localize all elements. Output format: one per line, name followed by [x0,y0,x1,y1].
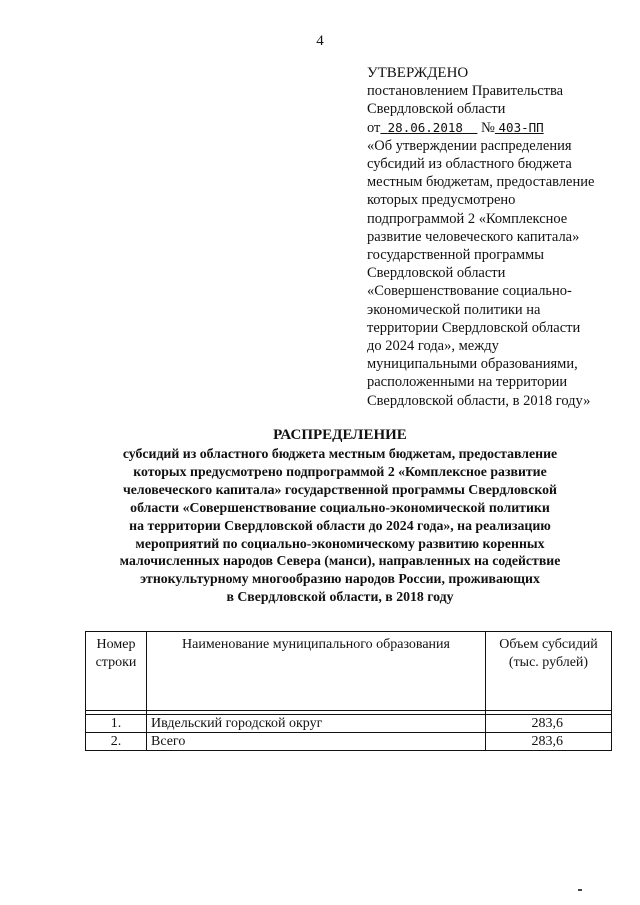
date-prefix: от [367,119,381,136]
row-municipality: Ивдельский городской округ [147,715,486,733]
decree-title-line: расположенными на территории [367,374,568,391]
row-number: 2. [86,733,147,751]
row-volume: 283,6 [486,733,612,751]
subheading-line: в Свердловской области, в 2018 году [226,589,454,605]
approval-block [367,64,632,410]
subheading-line: человеческого капитала» государственной программы Свердловской [123,481,557,497]
decree-title-line: развитие человеческого капитала» [367,228,580,245]
decree-title-line: государственной программы [367,247,544,264]
decree-title-line: Свердловской области, в 2018 году» [367,392,591,409]
decree-title-line: муниципальными образованиями, [367,356,578,373]
approval-title: УТВЕРЖДЕНО [367,65,469,81]
subheading-line: области «Совершенствование социально-экономической политики [130,499,550,515]
decree-title-line: «Об утверждении распределения [367,137,572,154]
decree-title-line: «Совершенствование социально- [367,283,572,300]
header-text: Номер [96,637,136,652]
subheading-line: которых предусмотрено подпрограммой 2 «Комплексное развитие [133,463,547,479]
subheading-line: на территории Свердловской области до 2024 года», на реализацию [129,517,551,533]
table-header-row [86,632,612,711]
decree-title-line: до 2024 года», между [367,338,499,355]
decree-title-line: которых предусмотрено [367,192,516,209]
number-label: № [481,119,495,136]
page-number: 4 [316,33,324,49]
header-row-number [86,632,147,711]
document-heading: РАСПРЕДЕЛЕНИЕ [273,427,407,443]
decree-date-line [367,119,632,137]
subheading-line: этнокультурному многообразию народов России, проживающих [140,571,540,587]
scan-mark [578,889,582,891]
decree-title-line: местным бюджетам, предоставление [367,174,595,191]
subsidy-table [85,631,612,751]
approval-line: Свердловской области [367,101,506,118]
table-row [86,733,612,751]
row-volume: 283,6 [486,715,612,733]
decree-title-line: субсидий из областного бюджета [367,156,572,173]
row-number: 1. [86,715,147,733]
decree-title-line: экономической политики на [367,301,541,318]
header-municipality: Наименование муниципального образования [147,632,486,711]
decree-title-line: подпрограммой 2 «Комплексное [367,210,568,227]
header-text: строки [95,655,137,670]
row-municipality: Всего [147,733,486,751]
decree-title-line: Свердловской области [367,265,506,282]
header-text: Объем субсидий [499,637,598,652]
header-text: (тыс. рублей) [508,655,589,670]
table-row [86,715,612,733]
document-subheading [60,445,620,606]
decree-number: 403-ПП [498,119,544,135]
subheading-line: субсидий из областного бюджета местным бюджетам, предоставление [122,446,558,461]
subheading-line: малочисленных народов Севера (манси), направленных на содействие [119,553,561,569]
header-subsidy-volume [486,632,612,711]
subheading-line: мероприятий по социально-экономическому развитию коренных [135,535,545,551]
decree-date: 28.06.2018 [387,119,463,135]
decree-title-line: территории Свердловской области [367,319,581,336]
approval-line: постановлением Правительства [367,83,564,100]
